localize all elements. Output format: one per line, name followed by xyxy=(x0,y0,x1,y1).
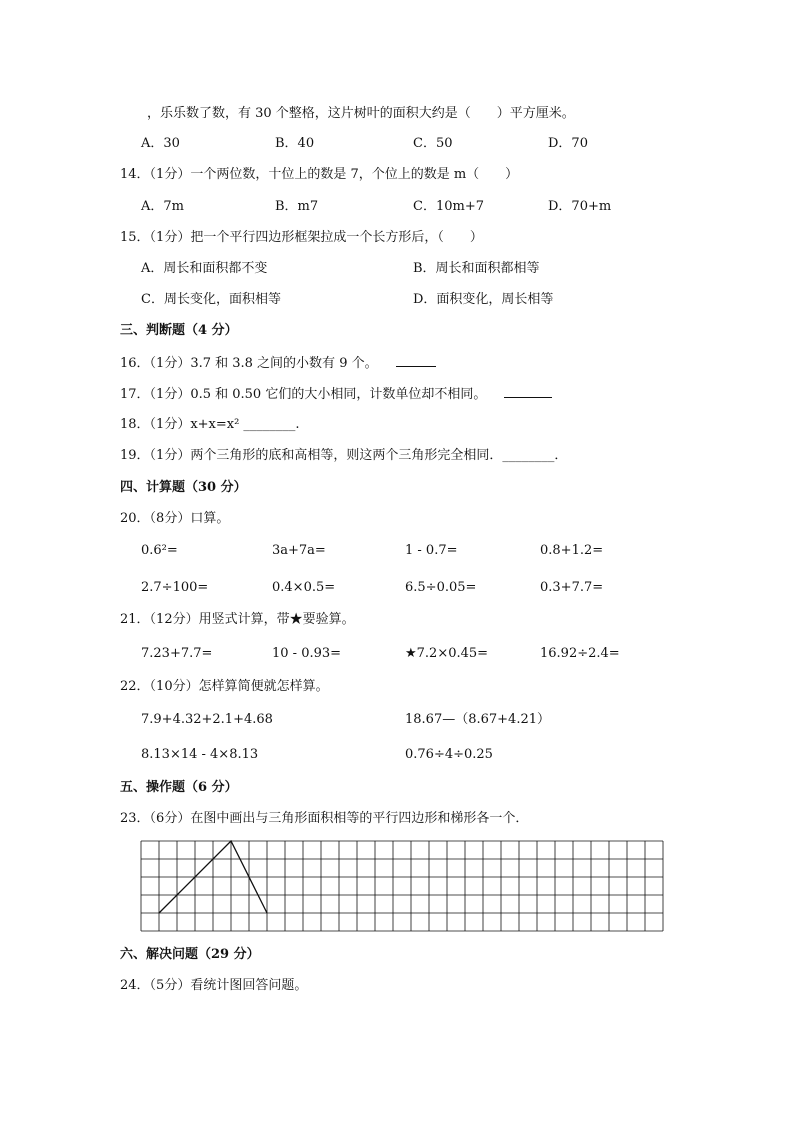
q13-option-c[interactable]: C．50 xyxy=(413,136,453,151)
q22-stem: 22．（10分）怎样算简便就怎样算。 xyxy=(120,679,329,694)
q24-text: 24．（5分）看统计图回答问题。 xyxy=(120,978,308,993)
q20-item: 0.6²= xyxy=(141,543,178,558)
q22-item: 8.13×14 - 4×8.13 xyxy=(141,747,259,762)
q16-text: 16．（1分）3.7 和 3.8 之间的小数有 9 个。 xyxy=(120,356,378,371)
q15-option-b[interactable]: B．周长和面积都相等 xyxy=(413,261,540,276)
q15-stem: 15．（1分）把一个平行四边形框架拉成一个长方形后，（ ） xyxy=(120,230,483,245)
section-4-heading: 四、计算题（30 分） xyxy=(120,480,247,495)
q14-stem: 14．（1分）一个两位数，十位上的数是 7，个位上的数是 m（ ） xyxy=(120,167,519,182)
q20-stem: 20．（8分）口算。 xyxy=(120,511,230,526)
q13-option-d[interactable]: D．70 xyxy=(548,136,588,151)
q15-option-c[interactable]: C．周长变化，面积相等 xyxy=(141,292,281,307)
q18-text: 18．（1分）x+x=x² ________. xyxy=(120,417,300,432)
q14-option-a[interactable]: A．7m xyxy=(141,199,184,214)
q21-item: 7.23+7.7= xyxy=(141,646,213,661)
q13-stem: ，乐乐数了数，有 30 个整格，这片树叶的面积大约是（ ）平方厘米。 xyxy=(147,106,575,121)
q15-option-a[interactable]: A．周长和面积都不变 xyxy=(141,261,268,276)
q17 xyxy=(120,385,552,404)
q20-item: 0.3+7.7= xyxy=(540,580,604,595)
q20-item: 0.8+1.2= xyxy=(540,543,604,558)
q14-option-c[interactable]: C．10m+7 xyxy=(413,199,484,214)
q21-item: ★7.2×0.45= xyxy=(405,646,489,661)
q20-item: 0.4×0.5= xyxy=(272,580,336,595)
q21-item: 10 - 0.93= xyxy=(272,646,342,661)
q22-item: 18.67—（8.67+4.21） xyxy=(405,712,550,727)
q22-item: 7.9+4.32+2.1+4.68 xyxy=(141,712,273,727)
q14-option-b[interactable]: B．m7 xyxy=(275,199,319,214)
q16-answer-blank[interactable] xyxy=(396,354,436,367)
q23-text: 23．（6分）在图中画出与三角形面积相等的平行四边形和梯形各一个． xyxy=(120,811,529,826)
q19-text: 19．（1分）两个三角形的底和高相等，则这两个三角形完全相同．________． xyxy=(120,448,568,463)
q22-item: 0.76÷4÷0.25 xyxy=(405,747,493,762)
q20-item: 2.7÷100= xyxy=(141,580,209,595)
q21-stem: 21．（12分）用竖式计算，带★要验算。 xyxy=(120,612,355,627)
q13-option-b[interactable]: B．40 xyxy=(275,136,315,151)
q13-option-a[interactable]: A．30 xyxy=(141,136,180,151)
q16 xyxy=(120,354,436,373)
section-6-heading: 六、解决问题（29 分） xyxy=(120,947,260,962)
q20-item: 1 - 0.7= xyxy=(405,543,458,558)
q17-answer-blank[interactable] xyxy=(504,385,552,398)
q17-text: 17．（1分）0.5 和 0.50 它们的大小相同，计数单位却不相同。 xyxy=(120,387,487,402)
q20-item: 3a+7a= xyxy=(272,543,326,558)
q15-option-d[interactable]: D．面积变化，周长相等 xyxy=(413,292,554,307)
section-3-heading: 三、判断题（4 分） xyxy=(120,323,238,338)
section-5-heading: 五、操作题（6 分） xyxy=(120,780,238,795)
q20-item: 6.5÷0.05= xyxy=(405,580,477,595)
triangle-grid-figure xyxy=(140,840,672,935)
q14-option-d[interactable]: D．70+m xyxy=(548,199,612,214)
q21-item: 16.92÷2.4= xyxy=(540,646,620,661)
